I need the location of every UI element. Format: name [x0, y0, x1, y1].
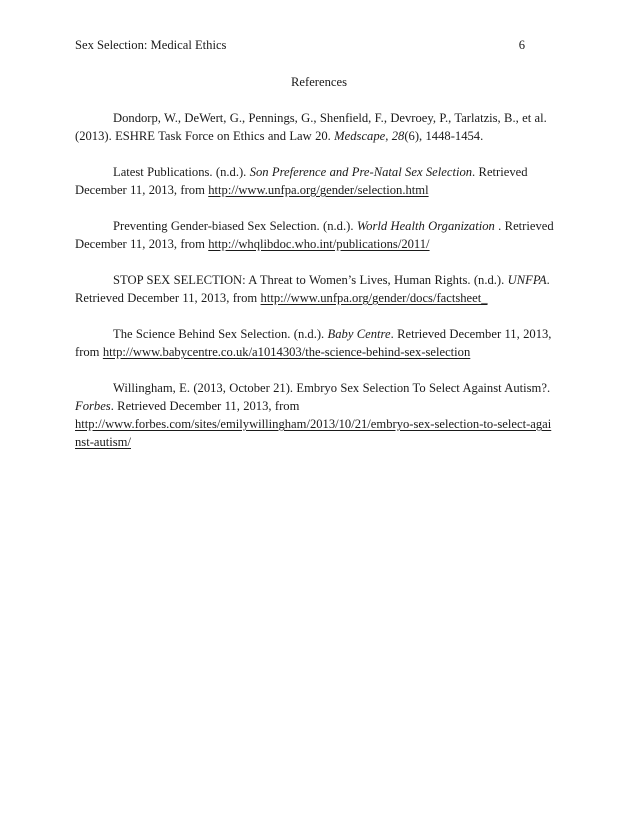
reference-text: . Retrieved December 11, 2013, from	[75, 165, 528, 197]
reference-entry	[75, 325, 556, 361]
reference-source: Son Preference and Pre-Natal Sex Selection	[249, 165, 473, 179]
reference-source: Forbes	[75, 399, 111, 413]
reference-text: Latest Publications. (n.d.).	[113, 165, 250, 179]
reference-link[interactable]: http://www.unfpa.org/gender/selection.html	[208, 183, 429, 197]
reference-text: . Retrieved December 11, 2013, from	[75, 219, 554, 251]
reference-text: . Retrieved December 11, 2013, from	[75, 327, 552, 359]
reference-text: ,	[385, 129, 392, 143]
reference-link[interactable]: http://whqlibdoc.who.int/publications/2011/	[208, 237, 430, 251]
reference-text: Willingham, E. (2013, October 21). Embryo Sex Selection To Select Against Autism?.	[113, 381, 551, 395]
reference-text: The Science Behind Sex Selection. (n.d.).	[113, 327, 328, 341]
reference-entry	[75, 163, 556, 199]
reference-text: STOP SEX SELECTION: A Threat to Women’s Lives, Human Rights. (n.d.).	[113, 273, 508, 287]
reference-entry	[75, 109, 556, 145]
reference-source: UNFPA	[507, 273, 547, 287]
references-title: References	[291, 75, 347, 89]
reference-link[interactable]: http://www.unfpa.org/gender/docs/factsheet_	[260, 291, 488, 305]
reference-source: Medscape	[334, 129, 386, 143]
reference-text: Dondorp, W., DeWert, G., Pennings, G., Shenfield, F., Devroey, P., Tarlatzis, B., et al. (2013). ESHRE Task Force on Ethics and Law 20.	[75, 111, 547, 143]
running-head: Sex Selection: Medical Ethics	[75, 38, 227, 52]
references-list	[75, 109, 556, 469]
reference-link[interactable]: http://www.babycentre.co.uk/a1014303/the-science-behind-sex-selection	[102, 345, 471, 359]
reference-text: . Retrieved December 11, 2013, from	[110, 399, 300, 413]
reference-link[interactable]: http://www.forbes.com/sites/emilywillingham/2013/10/21/embryo-sex-selection-to-select-against-autism/	[75, 417, 552, 449]
reference-text: . Retrieved December 11, 2013, from	[75, 273, 550, 305]
reference-text: (6), 1448-1454.	[404, 129, 484, 143]
page-number: 6	[518, 38, 525, 52]
reference-volume: 28	[391, 129, 405, 143]
reference-entry	[75, 271, 556, 307]
reference-entry	[75, 217, 556, 253]
reference-text: Preventing Gender-biased Sex Selection. (n.d.).	[113, 219, 357, 233]
reference-source: World Health Organization	[356, 219, 495, 233]
reference-entry	[75, 379, 556, 451]
reference-source: Baby Centre	[327, 327, 391, 341]
